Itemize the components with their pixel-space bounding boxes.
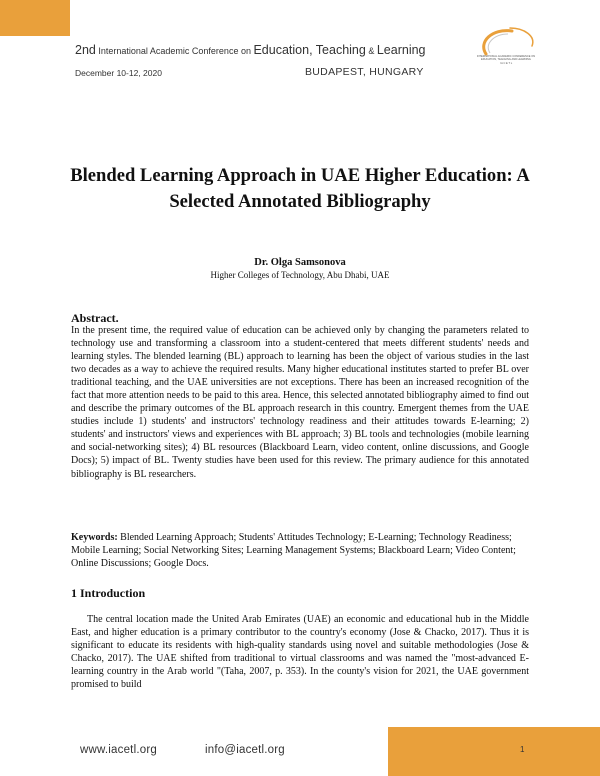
conference-title: 2nd International Academic Conference on Education, Teaching & Learning [75,43,426,57]
conference-dates: December 10-12, 2020 [75,68,162,78]
introduction-body [71,613,529,691]
keywords-label: Keywords: [71,532,118,543]
paper-title: Blended Learning Approach in UAE Higher Education: A Selected Annotated Bibliography [70,165,530,212]
abstract-heading: Abstract. [71,311,119,325]
logo-caption: INTERNATIONAL ACADEMIC CONFERENCE ON EDUCATION, TEACHING AND LEARNING I A C E T L [476,55,536,65]
footer-email-link[interactable]: info@iacetl.org [205,744,285,756]
conference-logo [470,22,542,82]
footer-accent-bar [388,727,600,776]
footer-website-link[interactable]: www.iacetl.org [80,744,157,756]
conference-location: BUDAPEST, HUNGARY [305,66,424,78]
author-name: Dr. Olga Samsonova [254,257,346,268]
section-heading-introduction: 1 Introduction [71,586,146,600]
logo-swoosh-icon [470,22,542,82]
author-affiliation: Higher Colleges of Technology, Abu Dhabi, UAE [210,270,390,280]
introduction-paragraph: The central location made the United Arab Emirates (UAE) an economic and educational hub in the Middle East, and higher education is a primary contributor to the country's economy (Jose & Chacko, 2017). Thus it is significant to educate its residents with high-quality standards using novel and suitable methodologies (Jose & Chacko, 2017). The UAE shifted from traditional to virtual classrooms and was named the "most-advanced E-learning country in the Arab world "(Taha, 2007, p. 353). In the county's vision for 2021, the UAE government promised to build [71,614,529,691]
header-accent-bar [0,0,70,36]
keywords [71,531,529,570]
keywords-list: Blended Learning Approach; Students' Attitudes Technology; E-Learning; Technology Readiness; Mobile Learning; Social Networking Sites; Learning Management Systems; Blackboard Learn; Video Content; Online Discussions; Google Docs. [71,532,516,570]
abstract-text: In the present time, the required value of education can be achieved only by changing the parameters related to technology use and transforming a classroom into a student-centered that meets different students' needs and learning styles. The blended learning (BL) approach to learning has been the object of various studies in the last two decades as a way to achieve the required results. Many higher educational institutes started to prefer BL over traditional teaching, and the UAE universities are not exceptions. There has been an increased recognition of the fact that more attention needs to be paid to this area. Hence, this selected annotated bibliography aimed to find out and describe the primary outcomes of the BL approach research in this country. Emergent themes from the UAE studies include 1) students' and instructors' technology readiness and their attitudes towards E-learning; 2) students' and instructors' views and experiences with BL approach; 3) BL tools and technologies (mobile learning and social-networking sites); 4) BL resources (Blackboard Learn, video content, online discussions, and Google Docs); 5) impact of BL. Twenty studies have been used for this review. The primary audience for this annotated bibliography is BL researchers. [71,325,529,480]
page-number: 1 [520,745,525,754]
